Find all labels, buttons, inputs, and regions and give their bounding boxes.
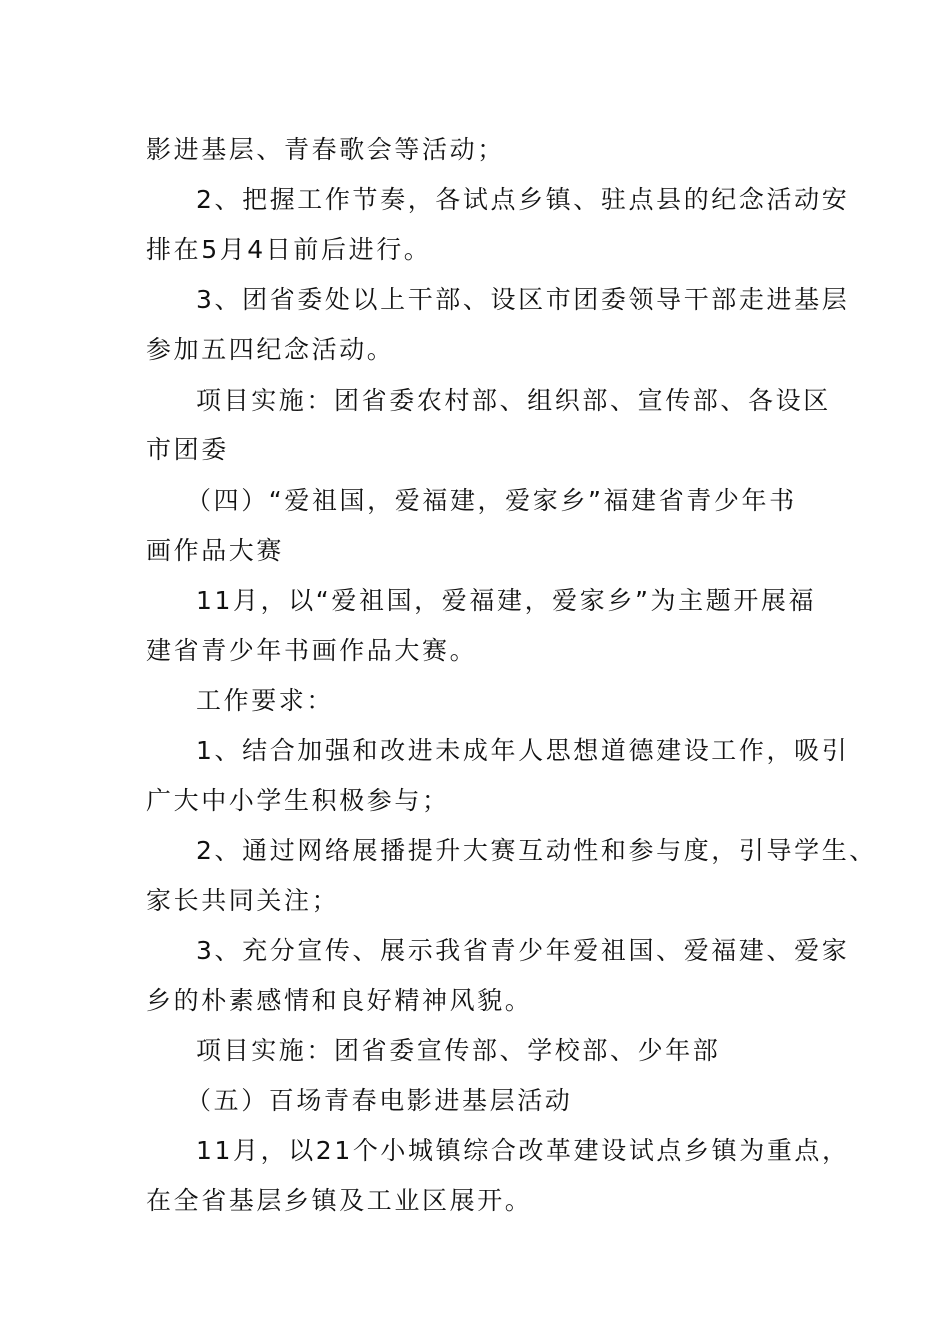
text-line: 工作要求： [196, 686, 335, 715]
text-line: 2、通过网络展播提升大赛互动性和参与度，引导学生、 [196, 836, 877, 865]
text-line: 项目实施：团省委农村部、组织部、宣传部、各设区 [196, 386, 831, 415]
text-line: 项目实施：团省委宣传部、学校部、少年部 [196, 1036, 721, 1065]
text-line: 1、结合加强和改进未成年人思想道德建设工作，吸引 [196, 736, 850, 765]
text-line: 排在5月4日前后进行。 [146, 235, 432, 264]
text-line: 3、团省委处以上干部、设区市团委领导干部走进基层 [196, 285, 850, 314]
text-line: 在全省基层乡镇及工业区展开。 [146, 1186, 533, 1215]
section-heading: （五）百场青春电影进基层活动 [186, 1086, 573, 1115]
text-line: 11月，以“爱祖国，爱福建，爱家乡”为主题开展福 [196, 586, 817, 615]
text-line: 乡的朴素感情和良好精神风貌。 [146, 986, 533, 1015]
text-line: 3、充分宣传、展示我省青少年爱祖国、爱福建、爱家 [196, 936, 850, 965]
section-heading: （四）“爱祖国，爱福建，爱家乡”福建省青少年书 [186, 486, 797, 515]
text-line: 参加五四纪念活动。 [146, 335, 395, 364]
text-line: 市团委 [146, 435, 229, 464]
text-line: 2、把握工作节奏，各试点乡镇、驻点县的纪念活动安 [196, 185, 850, 214]
text-line: 11月，以21个小城镇综合改革建设试点乡镇为重点， [196, 1136, 850, 1165]
text-line: 建省青少年书画作品大赛。 [146, 636, 478, 665]
text-line: 家长共同关注； [146, 886, 340, 915]
text-line: 广大中小学生积极参与； [146, 786, 450, 815]
section-heading-continued: 画作品大赛 [146, 536, 285, 565]
text-line: 影进基层、青春歌会等活动； [146, 135, 505, 164]
